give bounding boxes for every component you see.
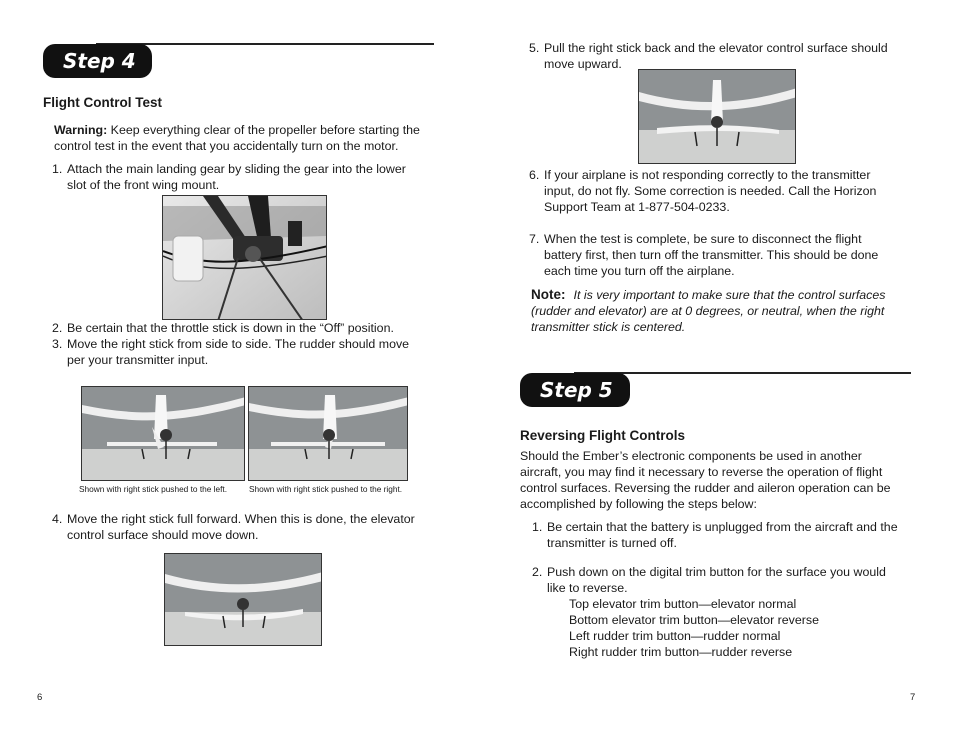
step-item-3-text-2: per your transmitter input. [67,353,209,367]
step-item-1-text-1: Attach the main landing gear by sliding the gear into the lower [67,162,406,176]
reversing-text-3: control surfaces. Reversing the rudder and aileron operation can be [520,481,891,495]
trim-item: Bottom elevator trim button—elevator reverse [569,613,819,627]
note-paragraph [531,287,921,335]
warning-text-1: Keep everything clear of the propeller before starting the [107,123,420,137]
page-number-left: 6 [37,692,43,703]
step-item-6-text-2: input, do not fly. Some correction is needed. Call the Horizon [544,184,877,198]
step-item-4-number: 4. [52,512,63,526]
step-item-5-text-1: Pull the right stick back and the elevator control surface should [544,41,888,55]
elevator-down-photo [164,553,322,646]
step-item-6-number: 6. [529,168,540,182]
note-text-1: It is very important to make sure that the control surfaces [573,288,886,302]
trim-button-list [569,596,909,660]
step-item-2-text-1: Be certain that the throttle stick is down in the “Off” position. [67,321,394,335]
caption-stick-right: Shown with right stick pushed to the right. [249,484,403,494]
rudder-right-photo [248,386,408,481]
step-item-2-number: 2. [52,321,63,335]
reversing-text-4: accomplished by following the steps below: [520,497,757,511]
reversing-text-1: Should the Ember’s electronic components be used in another [520,449,862,463]
reverse-item-2-text-2: like to reverse. [547,581,628,595]
step-item-5-text-2: move upward. [544,57,622,71]
step-item-1-text-2: slot of the front wing mount. [67,178,220,192]
note-text-2: (rudder and elevator) are at 0 degrees, or neutral, when the right [531,304,885,318]
note-label: Note: [531,287,566,302]
step-item-6-text-1: If your airplane is not responding correctly to the transmitter [544,168,871,182]
trim-item: Left rudder trim button—rudder normal [569,629,781,643]
reverse-item-2-number: 2. [532,565,543,579]
step-item-6-text-3: Support Team at 1-877-504-0233. [544,200,730,214]
step-item-4-text-2: control surface should move down. [67,528,259,542]
reverse-item-1-text-2: transmitter is turned off. [547,536,677,550]
step4-rule [96,43,434,45]
step-item-7-text-1: When the test is complete, be sure to disconnect the flight [544,232,862,246]
trim-item: Top elevator trim button—elevator normal [569,597,797,611]
step-item-7-text-3: each time you turn off the airplane. [544,264,735,278]
warning-paragraph [54,122,444,154]
elevator-up-photo [638,69,796,164]
reversing-text-2: aircraft, you may find it necessary to reverse the operation of flight [520,465,883,479]
step4-badge: Step 4 [43,44,152,78]
reverse-item-1-text-1: Be certain that the battery is unplugged from the aircraft and the [547,520,898,534]
step-item-1-number: 1. [52,162,63,176]
step-item-3-text-1: Move the right stick from side to side. The rudder should move [67,337,410,351]
step5-badge: Step 5 [520,373,630,407]
page-number-right: 7 [910,692,916,703]
reverse-item-2-text-1: Push down on the digital trim button for the surface you would [547,565,886,579]
warning-text-2: control test in the event that you accidentally turn on the motor. [54,139,399,153]
rudder-left-photo [81,386,245,481]
step-item-3-number: 3. [52,337,63,351]
reversing-paragraph [520,448,915,512]
trim-item: Right rudder trim button—rudder reverse [569,645,793,659]
caption-stick-left: Shown with right stick pushed to the left. [79,484,228,494]
step5-rule [574,372,911,374]
reverse-item-1-number: 1. [532,520,543,534]
step-item-7-text-2: battery first, then turn off the transmitter. This should be done [544,248,879,262]
reversing-flight-controls-heading: Reversing Flight Controls [520,428,686,443]
note-text-3: transmitter stick is centered. [531,320,686,334]
landing-gear-photo [162,195,327,320]
step-item-5-number: 5. [529,41,540,55]
flight-control-test-heading: Flight Control Test [43,95,162,110]
warning-label: Warning: [54,123,108,137]
step-item-7-number: 7. [529,232,540,246]
step-item-4-text-1: Move the right stick full forward. When this is done, the elevator [67,512,415,526]
